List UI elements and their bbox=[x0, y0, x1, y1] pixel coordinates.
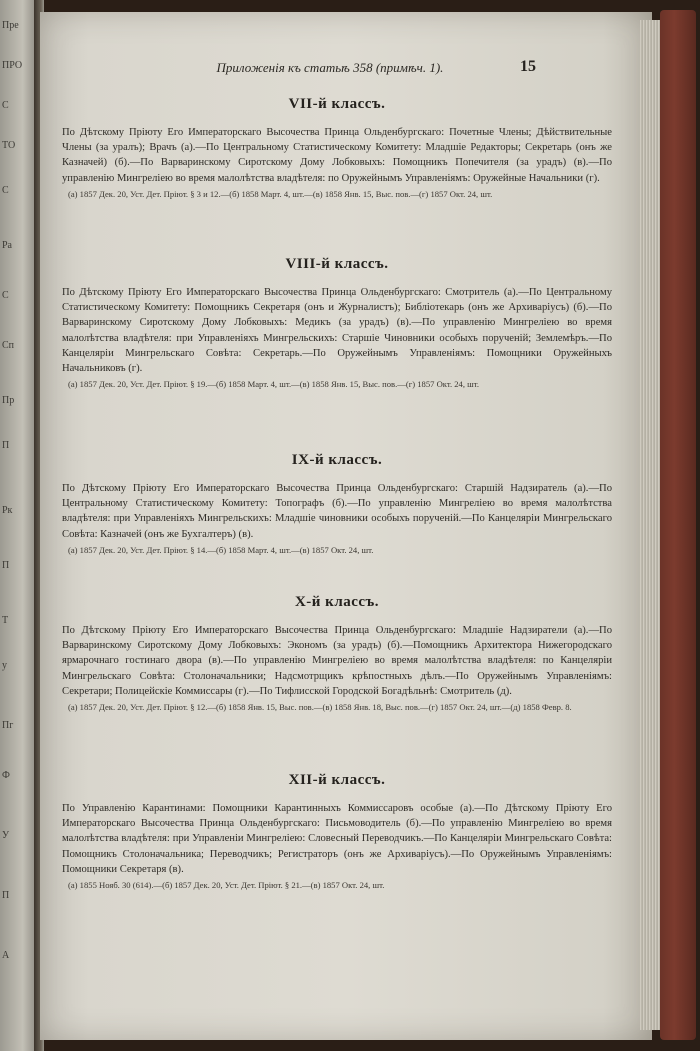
section-body: По Управленію Карантинами: Помощники Карантинныхъ Коммиссаровъ особые (а).—По Дѣтскому Пріюту Его Императорскаго Высочества Принца Ольденбургскаго: Письмоводитель (б).—По управленію Мингреліею во время малолѣтства владѣтеля: при Управленіи Мингреліею: Словесный Переводчикъ.—По Канцеляріи Мингрельскаго Совѣта: Помощникъ Столоначальника; Переводчикъ; Регистраторъ (онъ же Архиваріусъ).—По Оружейнымъ Управленіямъ: Помощники Секретаря (в). bbox=[62, 803, 612, 875]
adjacent-page-edge bbox=[0, 0, 38, 1051]
left-fragment: Ф bbox=[2, 770, 10, 781]
left-fragment: Пг bbox=[2, 720, 14, 731]
left-fragment: А bbox=[2, 950, 10, 961]
left-fragment: Пр bbox=[2, 395, 15, 406]
section-title: IX-й классъ. bbox=[291, 452, 383, 468]
left-fragment: П bbox=[2, 440, 10, 451]
section-title: VII-й классъ. bbox=[288, 96, 386, 112]
section-body: По Дѣтскому Пріюту Его Императорскаго Высочества Принца Ольденбургскаго: Младшіе Надзиратели (а).—По Варваринскому Сиротскому Дому Лобковыхъ: Экономъ (за урадъ) (б).—Помощникъ Архитектора Нижегородскаго ярмарочнаго гостинаго двора (в).—По управленію Мингреліею во время малолѣтства владѣтеля: по Канцеляріи Мингрельскаго Совѣта: Столоначальники; Надсмотрщикъ крѣпостныхъ дѣлъ.—По Оружейнымъ Управленіямъ: Секретари; Полицейскіе Коммиссары (г).—По Тифлисской Городской Богадѣльнѣ: Смотритель (д). bbox=[62, 625, 612, 697]
section-title: XII-й классъ. bbox=[288, 772, 386, 788]
section-class-10 bbox=[62, 594, 612, 713]
left-fragment: Сп bbox=[2, 340, 15, 351]
left-fragment: П bbox=[2, 890, 10, 901]
section-title: VIII-й классъ. bbox=[285, 256, 389, 272]
page-stack-edge bbox=[640, 20, 662, 1030]
running-header: Приложенія къ статьѣ 358 (примѣч. 1). bbox=[216, 60, 444, 75]
left-fragment: Пре bbox=[2, 20, 19, 31]
left-fragment: Рк bbox=[2, 505, 13, 516]
section-body: По Дѣтскому Пріюту Его Императорскаго Высочества Принца Ольденбургскаго: Смотритель (а).—По Центральному Статистическому Комитету: Помощникъ Секретаря (онъ и Журналистъ); Библіотекарь (онъ же Архиваріусъ) (б).—По Варваринскому Сиротскому Дому Лобковыхъ: Медикъ (за урадъ) (в).—По управленію Мингреліею во время малолѣтства владѣтеля: при Управленіяхъ Мингрельскихъ: Старшіе Чиновники особыхъ порученій; Землемѣръ.—По Канцеляріи Мингрельскаго Совѣта: Секретарь.—По Оружейнымъ Управленіямъ: Помощники Оружейныхъ Начальниковъ (г). bbox=[62, 287, 612, 375]
left-fragment: Ра bbox=[2, 240, 12, 251]
left-fragment: Т bbox=[2, 615, 9, 626]
left-fragment: У bbox=[2, 830, 10, 841]
left-fragment: ТО bbox=[2, 140, 16, 151]
section-footnotes: (а) 1857 Дек. 20, Уст. Дет. Пріют. § 14.—(б) 1858 Март. 4, шт.—(в) 1857 Окт. 24, шт. bbox=[68, 544, 374, 555]
section-footnotes: (а) 1857 Дек. 20, Уст. Дет. Пріют. § 12.—(б) 1858 Янв. 15, Выс. пов.—(в) 1858 Янв. 18, Выс. пов.—(г) 1857 Окт. 24, шт.—(д) 1858 Февр. 8. bbox=[68, 702, 572, 713]
page-number: 15 bbox=[520, 58, 536, 75]
section-class-9 bbox=[62, 452, 612, 556]
book-cover-spine bbox=[660, 10, 696, 1040]
section-class-12 bbox=[62, 772, 612, 891]
section-class-8 bbox=[62, 256, 612, 390]
left-fragment: П bbox=[2, 560, 10, 571]
left-fragment: у bbox=[2, 660, 7, 671]
left-fragment: С bbox=[2, 100, 9, 111]
left-fragment: С bbox=[2, 185, 9, 196]
left-fragment: ПРО bbox=[2, 60, 23, 71]
section-body: По Дѣтскому Пріюту Его Императорскаго Высочества Принца Ольденбургскаго: Старшій Надзиратель (а).—По Центральному Статистическому Комитету: Топографъ (б).—По управленію Мингреліею во время малолѣтства владѣтеля: при Управленіяхъ Мингрельскихъ: Младшіе чиновники особыхъ порученій.—По Канцеляріи Мингрельскаго Совѣта: Казначей (онъ же Бухгалтеръ) (в). bbox=[62, 483, 612, 540]
left-fragment: С bbox=[2, 290, 9, 301]
section-body: По Дѣтскому Пріюту Его Императорскаго Высочества Принца Ольденбургскаго: Почетные Члены; Дѣйствительные Члены (за уралъ); Врачъ (а).—По Центральному Статистическому Комитету: Младшіе Редакторы; Секретарь (онъ же Казначей) (б).—По Варваринскому Сиротскому Дому Лобковыхъ: Помощникъ Попечителя (за урадъ) (в).—По управленію Мингреліею во время малолѣтства владѣтеля: по Оружейнымъ Управленіямъ: Оружейные Начальники (г). bbox=[62, 127, 612, 184]
section-title: X-й классъ. bbox=[294, 594, 380, 610]
section-footnotes: (а) 1857 Дек. 20, Уст. Дет. Пріют. § 3 и 12.—(б) 1858 Март. 4, шт.—(в) 1858 Янв. 15, Выс. пов.—(г) 1857 Окт. 24, шт. bbox=[68, 188, 493, 199]
section-class-7 bbox=[62, 96, 612, 200]
section-footnotes: (а) 1857 Дек. 20, Уст. Дет. Пріют. § 19.—(б) 1858 Март. 4, шт.—(в) 1858 Янв. 15, Выс. пов.—(г) 1857 Окт. 24, шт. bbox=[68, 379, 480, 390]
section-footnotes: (а) 1855 Нояб. 30 (614).—(б) 1857 Дек. 20, Уст. Дет. Пріют. § 21.—(в) 1857 Окт. 24, шт. bbox=[68, 880, 385, 891]
